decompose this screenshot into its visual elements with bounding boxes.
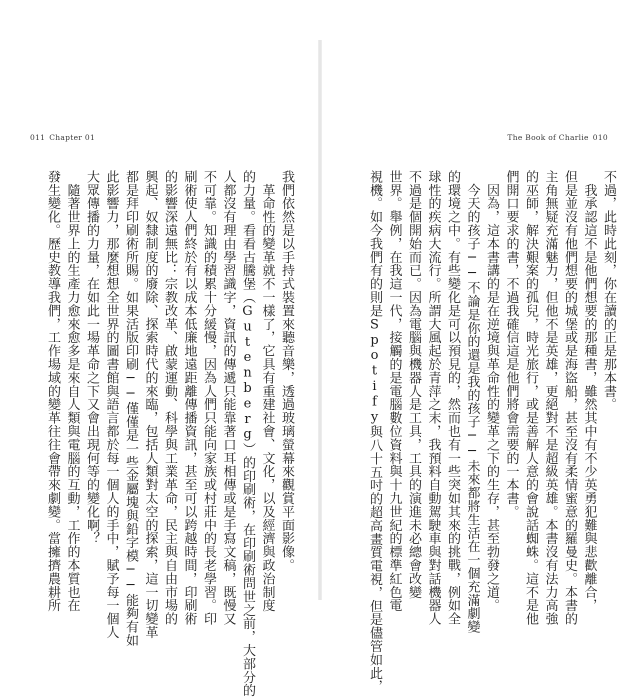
right-page bbox=[320, 0, 640, 694]
text-line: 主角無疑充滿魅力，但他不是英雄，更絕對不是超級英雄。本書沒有法力高強 bbox=[542, 170, 558, 626]
text-line: 隨著世界上的生產力愈來愈多是來自人類與電腦的互動，工作的本質也在 bbox=[64, 170, 80, 613]
text-line: 我們依然是以手持式裝置來聽音樂，透過玻璃螢幕來觀賞平面影像。 bbox=[279, 170, 294, 572]
text-line: 不可靠。知識的積累十分緩慢，因為人們只能向家族或村莊中的長老學習。印 bbox=[201, 170, 216, 626]
book-title: The Book of Charlie bbox=[507, 133, 589, 142]
text-line: 球性的疾病大流行。所謂大風起於青萍之末，我預料自動駕駛車與對話機器人 bbox=[425, 170, 441, 626]
text-line: 大眾傳播的力量，在如此一場革命之下又會出現何等的變化啊？ bbox=[84, 170, 99, 546]
left-running-header bbox=[30, 133, 99, 142]
text-line: 此影響力，那麼想想全世界的圖書館與語言都於每一個人的手中，賦予每一個人 bbox=[103, 170, 119, 639]
text-line: 刷術使人們終於有以成本低廉地遠距離傳播資訊，甚至可以跨越時間，印刷術 bbox=[181, 170, 197, 626]
left-body-text bbox=[43, 170, 297, 697]
right-body-text bbox=[365, 170, 619, 694]
text-line: 世界。舉例，在我這一代，接觸的是電腦數位資料與十九世紀的標準紅色電 bbox=[386, 170, 402, 613]
right-running-header bbox=[503, 133, 608, 142]
chapter-label: Chapter 01 bbox=[49, 133, 96, 142]
text-line: 因為，這本書講的是在逆境與革命性的變革之下的生存，甚至勃發之道。 bbox=[484, 170, 499, 613]
text-line: 我承認這不是他們想要的那種書，雖然其中有不少英勇犯難與悲歡離合， bbox=[581, 170, 597, 613]
text-line: 的影響深遠無比：宗教改革、啟蒙運動、科學與工業革命，民主與自由市場的 bbox=[162, 170, 177, 626]
text-line: 的力量。看看古騰堡（Gutenberg）的印刷術，在印刷術問世之前，大部分的 bbox=[240, 170, 255, 697]
text-line: 的環境之中。有些變化是可以預見的，然而也有一些突如其來的挑戰，例如全 bbox=[445, 170, 460, 626]
text-line: 但是並沒有他們想要的城堡或是海盜船，甚至沒有柔情蜜意的羅曼史。本書的 bbox=[562, 170, 577, 626]
text-line: 不過，此時此刻，你在讀的正是那本書。 bbox=[601, 170, 616, 412]
text-line: 視機。如今我們有的則是Spotify與八十五吋的超高畫質電視，但是儘管如此， bbox=[367, 170, 382, 694]
right-folio: 010 bbox=[592, 133, 608, 142]
left-folio: 011 bbox=[30, 133, 46, 142]
text-line: 革命性的變革就不一樣了，它具有重建社會、文化，以及經濟與政治制度 bbox=[259, 170, 275, 613]
text-line: 都是拜印刷術所賜。如果活版印刷──僅僅是一些金屬塊與鉛字模──能夠有如 bbox=[123, 170, 138, 647]
text-line: 不過是個開始而已。因為電腦與機器人是工具，工具的演進未必總會改變 bbox=[406, 170, 421, 599]
text-line: 們開口要求的書，不過我確信這是他們將會需要的一本書。 bbox=[503, 170, 519, 519]
text-line: 發生變化。歷史教導我們，工作場域的變革往往會帶來劇變。當擁擠農耕所 bbox=[45, 170, 60, 613]
text-line: 興起、奴隸制度的廢除、探索時代的來臨，包括人類對太空的探索，這一切變革 bbox=[142, 170, 158, 639]
text-line: 的巫師，解決艱案的孤兒，時光旅行，或是善解人意的會說話蜘蛛。這不是他 bbox=[523, 170, 538, 626]
text-line: 今天的孩子──不論是你的還是我的孩子──未來都將生活在一個充滿劇變 bbox=[464, 170, 480, 634]
text-line: 人都沒有理由學習識字，資訊的傳遞只能靠著口耳相傳或是手寫文稿，既慢又 bbox=[220, 170, 236, 626]
